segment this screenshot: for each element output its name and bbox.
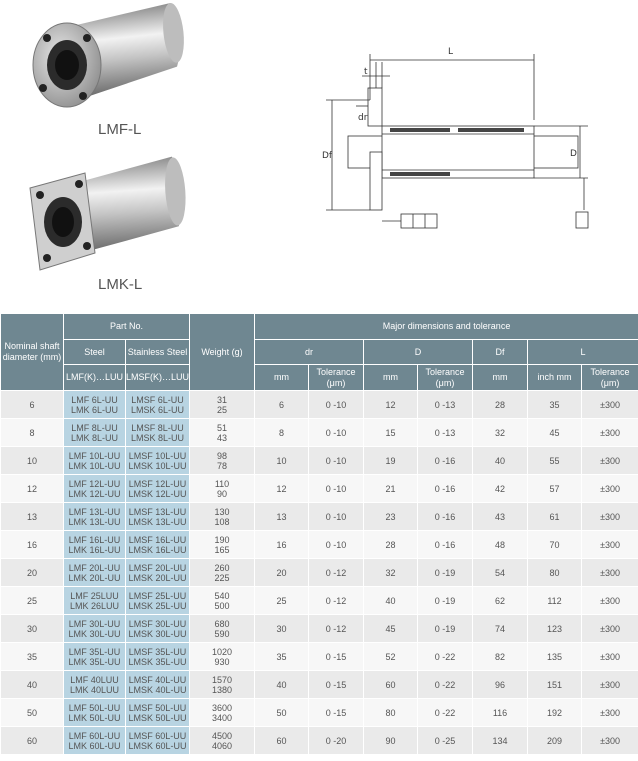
steel-part-cell-line2: LMK 13L-UU	[68, 516, 121, 527]
stainless-part-cell-line2: LMSK 13L-UU	[128, 516, 187, 527]
Df-header: Df	[473, 340, 528, 365]
label-Df: Df	[322, 151, 333, 161]
weight-cell	[190, 475, 255, 503]
shaft-diameter-cell: 50	[1, 699, 64, 727]
stainless-part-cell-line2: LMSK 35L-UU	[128, 656, 187, 667]
weight-cell	[190, 503, 255, 531]
weight-cell-line1: 1020	[212, 646, 233, 657]
label-dr: dr	[358, 113, 368, 123]
weight-cell	[190, 615, 255, 643]
D-mm-cell: 40	[364, 587, 418, 615]
dr-tolerance-cell: 0 -12	[309, 559, 364, 587]
nominal-shaft-header: Nominal shaft diameter (mm)	[1, 314, 64, 391]
dr-tolerance-cell: 0 -10	[309, 419, 364, 447]
L-mm-cell: 80	[528, 559, 582, 587]
dr-tolerance-cell: 0 -10	[309, 475, 364, 503]
stainless-part-cell	[126, 503, 190, 531]
steel-part-cell-line1: LMF 16L-UU	[68, 534, 121, 545]
dimension-drawing	[318, 40, 618, 245]
specification-table	[0, 313, 638, 755]
D-mm-cell: 19	[364, 447, 418, 475]
L-mm-cell: 61	[528, 503, 582, 531]
L-mm-cell: 135	[528, 643, 582, 671]
stainless-part-cell	[126, 475, 190, 503]
D-mm-cell: 12	[364, 391, 418, 419]
stainless-part-cell-line1: LMSF 16L-UU	[128, 534, 187, 545]
weight-cell-line2: 108	[214, 516, 230, 527]
steel-part-cell-line2: LMK 6L-UU	[70, 404, 118, 415]
Df-mm-header: mm	[473, 365, 528, 391]
stainless-part-cell-line1: LMSF 50L-UU	[128, 702, 187, 713]
weight-cell	[190, 727, 255, 755]
major-dimensions-header: Major dimensions and tolerance	[255, 314, 638, 340]
L-mm-cell: 55	[528, 447, 582, 475]
Df-mm-cell: 40	[473, 447, 528, 475]
Df-mm-cell: 42	[473, 475, 528, 503]
Df-mm-cell: 54	[473, 559, 528, 587]
steel-part-cell	[64, 531, 126, 559]
L-mm-cell: 57	[528, 475, 582, 503]
dr-tolerance-cell: 0 -12	[309, 587, 364, 615]
dr-tolerance-cell: 0 -10	[309, 447, 364, 475]
stainless-header: Stainless Steel	[126, 340, 190, 365]
Df-mm-cell: 96	[473, 671, 528, 699]
steel-part-cell-line2: LMK 35L-UU	[68, 656, 121, 667]
steel-part-cell	[64, 419, 126, 447]
table-row	[1, 671, 638, 699]
weight-cell-line1: 680	[214, 618, 230, 629]
dr-header: dr	[255, 340, 364, 365]
dr-mm-cell: 25	[255, 587, 309, 615]
dr-mm-cell: 12	[255, 475, 309, 503]
shaft-diameter-cell: 16	[1, 531, 64, 559]
D-mm-cell: 32	[364, 559, 418, 587]
D-mm-cell: 28	[364, 531, 418, 559]
shaft-diameter-cell: 25	[1, 587, 64, 615]
steel-part-cell	[64, 699, 126, 727]
steel-part-cell	[64, 447, 126, 475]
table-row	[1, 531, 638, 559]
dr-tolerance-cell: 0 -15	[309, 643, 364, 671]
steel-part-cell-line2: LMK 8L-UU	[70, 432, 118, 443]
steel-part-cell	[64, 727, 126, 755]
weight-cell	[190, 419, 255, 447]
stainless-part-cell	[126, 419, 190, 447]
L-mm-cell: 45	[528, 419, 582, 447]
table-row	[1, 475, 638, 503]
stainless-part-cell	[126, 447, 190, 475]
stainless-code-header: LMSF(K)…LUU	[126, 365, 190, 391]
stainless-part-cell	[126, 671, 190, 699]
steel-part-cell-line2: LMK 10L-UU	[68, 460, 121, 471]
steel-part-cell	[64, 475, 126, 503]
dr-tolerance-cell: 0 -20	[309, 727, 364, 755]
table-row	[1, 699, 638, 727]
stainless-part-cell-line1: LMSF 30L-UU	[128, 618, 187, 629]
weight-cell-line2: 25	[217, 404, 228, 415]
steel-part-cell-line1: LMF 25LUU	[70, 590, 119, 601]
weight-cell	[190, 587, 255, 615]
stainless-part-cell-line2: LMSK 50L-UU	[128, 712, 187, 723]
stainless-part-cell-line2: LMSK 10L-UU	[128, 460, 187, 471]
L-mm-cell: 209	[528, 727, 582, 755]
L-header: L	[528, 340, 638, 365]
shaft-diameter-cell: 35	[1, 643, 64, 671]
D-tolerance-cell: 0 -19	[418, 559, 473, 587]
D-mm-cell: 45	[364, 615, 418, 643]
Df-mm-cell: 116	[473, 699, 528, 727]
L-tolerance-cell: ±300	[582, 447, 638, 475]
L-mm-cell: 151	[528, 671, 582, 699]
weight-cell-line2: 590	[214, 628, 230, 639]
stainless-part-cell-line1: LMSF 13L-UU	[128, 506, 187, 517]
lmf-l-caption: LMF-L	[98, 121, 142, 138]
Df-mm-cell: 62	[473, 587, 528, 615]
Df-mm-cell: 43	[473, 503, 528, 531]
Df-mm-cell: 134	[473, 727, 528, 755]
stainless-part-cell	[126, 391, 190, 419]
steel-part-cell-line2: LMK 12L-UU	[68, 488, 121, 499]
weight-cell	[190, 531, 255, 559]
weight-cell-line2: 4060	[212, 740, 233, 751]
L-mm-cell: 112	[528, 587, 582, 615]
steel-part-cell-line2: LMK 30L-UU	[68, 628, 121, 639]
D-mm-cell: 52	[364, 643, 418, 671]
table-row	[1, 643, 638, 671]
stainless-part-cell-line1: LMSF 20L-UU	[128, 562, 187, 573]
dr-tolerance-header: Tolerance (μm)	[309, 365, 364, 391]
D-mm-cell: 21	[364, 475, 418, 503]
D-tolerance-cell: 0 -16	[418, 447, 473, 475]
weight-cell	[190, 559, 255, 587]
steel-part-cell-line1: LMF 50L-UU	[68, 702, 121, 713]
L-mm-cell: 123	[528, 615, 582, 643]
stainless-part-cell-line2: LMSK 25L-UU	[128, 600, 187, 611]
stainless-part-cell-line2: LMSK 16L-UU	[128, 544, 187, 555]
dr-mm-cell: 10	[255, 447, 309, 475]
L-tolerance-cell: ±300	[582, 615, 638, 643]
dr-tolerance-cell: 0 -15	[309, 671, 364, 699]
weight-cell-line2: 78	[217, 460, 228, 471]
weight-cell	[190, 643, 255, 671]
table-row	[1, 615, 638, 643]
D-tolerance-cell: 0 -13	[418, 391, 473, 419]
dr-mm-cell: 20	[255, 559, 309, 587]
weight-header: Weight (g)	[190, 314, 255, 391]
weight-cell	[190, 391, 255, 419]
weight-cell-line2: 165	[214, 544, 230, 555]
shaft-diameter-cell: 30	[1, 615, 64, 643]
table-row	[1, 587, 638, 615]
part-no-header: Part No.	[64, 314, 190, 340]
steel-part-cell	[64, 643, 126, 671]
stainless-part-cell-line1: LMSF 6L-UU	[131, 394, 184, 405]
stainless-part-cell	[126, 615, 190, 643]
weight-cell-line1: 98	[217, 450, 228, 461]
lmf-l-product-image	[25, 0, 195, 125]
stainless-part-cell-line2: LMSK 6L-UU	[131, 404, 185, 415]
steel-part-cell	[64, 559, 126, 587]
stainless-part-cell-line2: LMSK 20L-UU	[128, 572, 187, 583]
stainless-part-cell	[126, 587, 190, 615]
stainless-part-cell-line2: LMSK 60L-UU	[128, 740, 187, 751]
D-mm-cell: 23	[364, 503, 418, 531]
steel-part-cell-line1: LMF 12L-UU	[68, 478, 121, 489]
weight-cell-line2: 225	[214, 572, 230, 583]
Df-mm-cell: 82	[473, 643, 528, 671]
steel-part-cell-line2: LMK 16L-UU	[68, 544, 121, 555]
stainless-part-cell-line1: LMSF 12L-UU	[128, 478, 187, 489]
Df-mm-cell: 74	[473, 615, 528, 643]
Df-mm-cell: 28	[473, 391, 528, 419]
weight-cell-line1: 190	[214, 534, 230, 545]
steel-part-cell-line1: LMF 13L-UU	[68, 506, 121, 517]
steel-part-cell-line1: LMF 60L-UU	[68, 730, 121, 741]
dr-tolerance-cell: 0 -10	[309, 531, 364, 559]
shaft-diameter-cell: 60	[1, 727, 64, 755]
steel-part-cell-line1: LMF 40LUU	[70, 674, 119, 685]
weight-cell-line1: 4500	[212, 730, 233, 741]
L-inch-mm-header: inch mm	[528, 365, 582, 391]
D-tolerance-cell: 0 -22	[418, 643, 473, 671]
L-tolerance-header: Tolerance (μm)	[582, 365, 638, 391]
L-tolerance-cell: ±300	[582, 419, 638, 447]
D-mm-cell: 80	[364, 699, 418, 727]
weight-cell-line1: 51	[217, 422, 228, 433]
weight-cell-line1: 260	[214, 562, 230, 573]
D-header: D	[364, 340, 473, 365]
L-tolerance-cell: ±300	[582, 699, 638, 727]
weight-cell	[190, 671, 255, 699]
dr-mm-cell: 8	[255, 419, 309, 447]
L-mm-cell: 35	[528, 391, 582, 419]
steel-part-cell	[64, 503, 126, 531]
stainless-part-cell-line2: LMSK 8L-UU	[131, 432, 185, 443]
stainless-part-cell-line2: LMSK 12L-UU	[128, 488, 187, 499]
shaft-diameter-cell: 8	[1, 419, 64, 447]
label-t: t	[364, 67, 368, 77]
stainless-part-cell-line2: LMSK 40L-UU	[128, 684, 187, 695]
weight-cell-line1: 3600	[212, 702, 233, 713]
D-tolerance-cell: 0 -22	[418, 699, 473, 727]
table-row	[1, 727, 638, 755]
steel-part-cell-line1: LMF 30L-UU	[68, 618, 121, 629]
D-tolerance-cell: 0 -16	[418, 503, 473, 531]
steel-part-cell-line2: LMK 26LUU	[69, 600, 120, 611]
dr-tolerance-cell: 0 -10	[309, 391, 364, 419]
stainless-part-cell	[126, 699, 190, 727]
L-tolerance-cell: ±300	[582, 643, 638, 671]
L-tolerance-cell: ±300	[582, 559, 638, 587]
D-mm-header: mm	[364, 365, 418, 391]
stainless-part-cell-line1: LMSF 60L-UU	[128, 730, 187, 741]
dr-mm-cell: 60	[255, 727, 309, 755]
stainless-part-cell	[126, 643, 190, 671]
L-tolerance-cell: ±300	[582, 475, 638, 503]
steel-part-cell	[64, 587, 126, 615]
stainless-part-cell-line1: LMSF 35L-UU	[128, 646, 187, 657]
L-mm-cell: 192	[528, 699, 582, 727]
D-tolerance-cell: 0 -19	[418, 587, 473, 615]
D-mm-cell: 90	[364, 727, 418, 755]
dr-mm-cell: 6	[255, 391, 309, 419]
steel-part-cell-line1: LMF 20L-UU	[68, 562, 121, 573]
dr-mm-cell: 40	[255, 671, 309, 699]
steel-header: Steel	[64, 340, 126, 365]
D-tolerance-cell: 0 -19	[418, 615, 473, 643]
weight-cell-line2: 43	[217, 432, 228, 443]
Df-mm-cell: 48	[473, 531, 528, 559]
Df-mm-cell: 32	[473, 419, 528, 447]
steel-part-cell-line1: LMF 35L-UU	[68, 646, 121, 657]
weight-cell-line1: 130	[214, 506, 230, 517]
weight-cell-line2: 1380	[212, 684, 233, 695]
shaft-diameter-cell: 6	[1, 391, 64, 419]
stainless-part-cell-line1: LMSF 40L-UU	[128, 674, 187, 685]
weight-cell-line2: 500	[214, 600, 230, 611]
steel-part-cell-line2: LMK 60L-UU	[68, 740, 121, 751]
weight-cell	[190, 447, 255, 475]
steel-part-cell-line1: LMF 10L-UU	[68, 450, 121, 461]
lmk-l-caption: LMK-L	[98, 276, 143, 293]
steel-part-cell-line2: LMK 50L-UU	[68, 712, 121, 723]
label-D: D	[570, 149, 577, 159]
D-tolerance-cell: 0 -25	[418, 727, 473, 755]
steel-part-cell-line1: LMF 6L-UU	[71, 394, 118, 405]
weight-cell	[190, 699, 255, 727]
dr-mm-header: mm	[255, 365, 309, 391]
L-tolerance-cell: ±300	[582, 531, 638, 559]
stainless-part-cell-line2: LMSK 30L-UU	[128, 628, 187, 639]
table-row	[1, 447, 638, 475]
weight-cell-line1: 31	[217, 394, 228, 405]
table-row	[1, 391, 638, 419]
D-tolerance-cell: 0 -13	[418, 419, 473, 447]
dr-mm-cell: 50	[255, 699, 309, 727]
weight-cell-line2: 930	[214, 656, 230, 667]
L-tolerance-cell: ±300	[582, 727, 638, 755]
D-mm-cell: 60	[364, 671, 418, 699]
stainless-part-cell-line1: LMSF 10L-UU	[128, 450, 187, 461]
D-tolerance-cell: 0 -16	[418, 531, 473, 559]
L-tolerance-cell: ±300	[582, 587, 638, 615]
stainless-part-cell	[126, 727, 190, 755]
table-row	[1, 503, 638, 531]
D-mm-cell: 15	[364, 419, 418, 447]
steel-part-cell	[64, 671, 126, 699]
dr-tolerance-cell: 0 -10	[309, 503, 364, 531]
weight-cell-line2: 3400	[212, 712, 233, 723]
shaft-diameter-cell: 20	[1, 559, 64, 587]
stainless-part-cell	[126, 531, 190, 559]
dr-mm-cell: 13	[255, 503, 309, 531]
label-L: L	[448, 47, 454, 57]
dr-mm-cell: 30	[255, 615, 309, 643]
D-tolerance-cell: 0 -22	[418, 671, 473, 699]
weight-cell-line1: 1570	[212, 674, 233, 685]
dr-tolerance-cell: 0 -15	[309, 699, 364, 727]
steel-part-cell-line1: LMF 8L-UU	[71, 422, 118, 433]
steel-part-cell-line2: LMK 40LUU	[69, 684, 120, 695]
steel-code-header: LMF(K)…LUU	[64, 365, 126, 391]
weight-cell-line1: 540	[214, 590, 230, 601]
shaft-diameter-cell: 13	[1, 503, 64, 531]
L-mm-cell: 70	[528, 531, 582, 559]
shaft-diameter-cell: 40	[1, 671, 64, 699]
L-tolerance-cell: ±300	[582, 503, 638, 531]
stainless-part-cell-line1: LMSF 25L-UU	[128, 590, 187, 601]
D-tolerance-cell: 0 -16	[418, 475, 473, 503]
stainless-part-cell	[126, 559, 190, 587]
L-tolerance-cell: ±300	[582, 671, 638, 699]
table-row	[1, 559, 638, 587]
steel-part-cell	[64, 615, 126, 643]
L-tolerance-cell: ±300	[582, 391, 638, 419]
dr-mm-cell: 16	[255, 531, 309, 559]
shaft-diameter-cell: 12	[1, 475, 64, 503]
shaft-diameter-cell: 10	[1, 447, 64, 475]
steel-part-cell	[64, 391, 126, 419]
dr-tolerance-cell: 0 -12	[309, 615, 364, 643]
weight-cell-line1: 110	[214, 478, 230, 489]
stainless-part-cell-line1: LMSF 8L-UU	[131, 422, 184, 433]
table-row	[1, 419, 638, 447]
weight-cell-line2: 90	[217, 488, 228, 499]
dr-mm-cell: 35	[255, 643, 309, 671]
D-tolerance-header: Tolerance (μm)	[418, 365, 473, 391]
lmk-l-product-image	[25, 148, 195, 283]
steel-part-cell-line2: LMK 20L-UU	[68, 572, 121, 583]
